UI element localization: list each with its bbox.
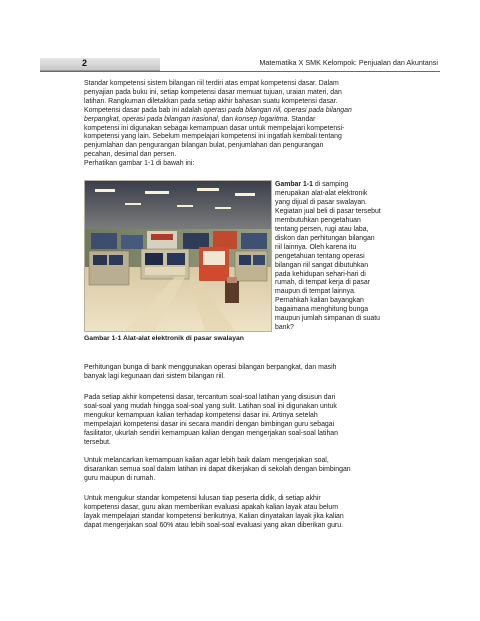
text-line: disarankan semua soal dalam latihan ini dapat dikerjakan di sekolah dengan bimbingan [84, 465, 351, 473]
text-line: mengukur kemampuan kalian terhadap kompetensi dasar ini. Artinya setelah [84, 411, 318, 419]
text-line [275, 181, 405, 190]
text-line: bilangan riil sangat dibutuhkan [275, 261, 369, 269]
store-photo [84, 180, 272, 332]
text-line: maupun di tempat lainnya. [275, 288, 356, 296]
text-line: Standar kompetensi sistem bilangan riil terdiri atas empat kompetensi dasar. Dalam [84, 80, 339, 87]
text-line: pengetahuan tentang operasi [275, 252, 365, 260]
text-line [84, 107, 402, 116]
text-line: mempelajari kompetensi dasar ini secara mandiri dengan bimbingan guru sebagai [84, 420, 335, 428]
text-line: kompetensi yang lain. Sebelum mempelajari kompetensi ini ingatlah kembali tentang [84, 133, 342, 141]
text-line: Perhitungan bunga di bank menggunakan operasi bilangan berpangkat, dan masih [84, 364, 337, 371]
figure-reference: Gambar 1-1 [275, 181, 313, 188]
text-line: Pada setiap akhir kompetensi dasar, tercantum soal-soal latihan yang disusun dari [84, 394, 336, 401]
text-line: dapat mengerjakan soal 60% atau lebih soal-soal evaluasi yang akan diberikan guru. [84, 521, 343, 529]
text-line: Pernahkah kalian bayangkan [275, 297, 364, 305]
page-header [40, 58, 440, 72]
text-line: membutuhkan pengetahuan [275, 216, 361, 224]
text-line: penjumlahan dan pengurangan bilangan bulat, penjumlahan dan pengurangan [84, 142, 324, 150]
text-line: diskon dan perhitungan bilangan [275, 234, 375, 242]
text-line: latihan. Rangkuman diletakkan pada setiap akhir bahasan suatu kompetensi dasar. [84, 97, 338, 105]
text-span: . Standar [287, 115, 316, 123]
page-number: 2 [82, 58, 88, 68]
italic-phrase: operasi pada bilangan riil, operasi pada bilangan [203, 106, 352, 114]
text-line: pada kehidupan sehari-hari di [275, 270, 366, 278]
text-span: dan [219, 115, 235, 123]
text-line: Untuk mengukur standar kompetensi lulusan tiap peserta didik, di setiap akhir [84, 495, 321, 502]
text-line: maupun jumlah simpanan di suatu [275, 315, 380, 323]
text-line: soal-soal yang mudah hingga soal-soal yang sulit. Latihan soal ini digunakan untuk [84, 402, 337, 410]
text-line: riil lainnya. Oleh karena itu [275, 243, 357, 251]
figure-caption: Gambar 1-1 Alat-alat elektronik di pasar swalayan [84, 335, 244, 342]
figure-side-text [275, 181, 405, 333]
text-line: rumah, di tempat kerja di pasar [275, 279, 370, 287]
text-line: kompetensi ini digunakan sebagai kemampuan dasar untuk mempelajari kompetensi- [84, 124, 345, 132]
text-line: yang dijual di pasar swalayan. [275, 198, 367, 206]
text-span: di samping [312, 181, 349, 188]
header-rule [40, 71, 440, 72]
text-line: kompetensi dasar, guru akan memberikan evaluasi apakah kalian layak atau belum [84, 503, 338, 511]
text-line [84, 116, 402, 125]
text-line: tersebut. [84, 438, 111, 446]
text-line: Perhatikan gambar 1-1 di bawah ini: [84, 160, 195, 168]
text-line: bagaimana menghitung bunga [275, 306, 369, 314]
text-line: fasilitator, ukurlah sendiri kemampuan kalian dengan mengerjakan soal-soal latihan [84, 429, 338, 437]
paragraph-practice [84, 457, 406, 484]
text-line: bank? [275, 324, 294, 332]
paragraph-bank-interest [84, 364, 406, 382]
intro-paragraph [84, 80, 402, 169]
page-number-tab [40, 58, 160, 71]
italic-phrase: konsep logaritma [234, 115, 288, 123]
paragraph-exercises [84, 394, 406, 447]
text-line: Untuk melancarkan kemampuan kalian agar lebih baik dalam mengerjakan soal, [84, 457, 329, 464]
italic-phrase: berpangkat, operasi pada bilangan irasional, [84, 115, 220, 123]
text-line: Kegiatan jual beli di pasar tersebut [275, 207, 381, 215]
text-line: pecahan, desimal dan persen. [84, 151, 177, 159]
text-line: penyajian pada buku ini, setiap kompetensi dasar memuat tujuan, uraian materi, dan [84, 88, 342, 96]
paragraph-evaluation [84, 495, 406, 531]
running-title: Matematika X SMK Kelompok: Penjualan dan Akuntansi [259, 58, 438, 67]
text-line: guru maupun di rumah. [84, 474, 156, 482]
text-line: tentang persen, rugi atau laba, [275, 225, 369, 233]
text-line: layak mempelajari standar kompetensi berikutnya. Kalian dinyatakan layak jika kalian [84, 512, 344, 520]
text-line: banyak lagi kegunaan dari sistem bilangan riil. [84, 372, 225, 380]
text-span: Kompetensi dasar pada bab ini adalah [84, 106, 204, 114]
text-line: merupakan alat-alat elektronik [275, 189, 368, 197]
